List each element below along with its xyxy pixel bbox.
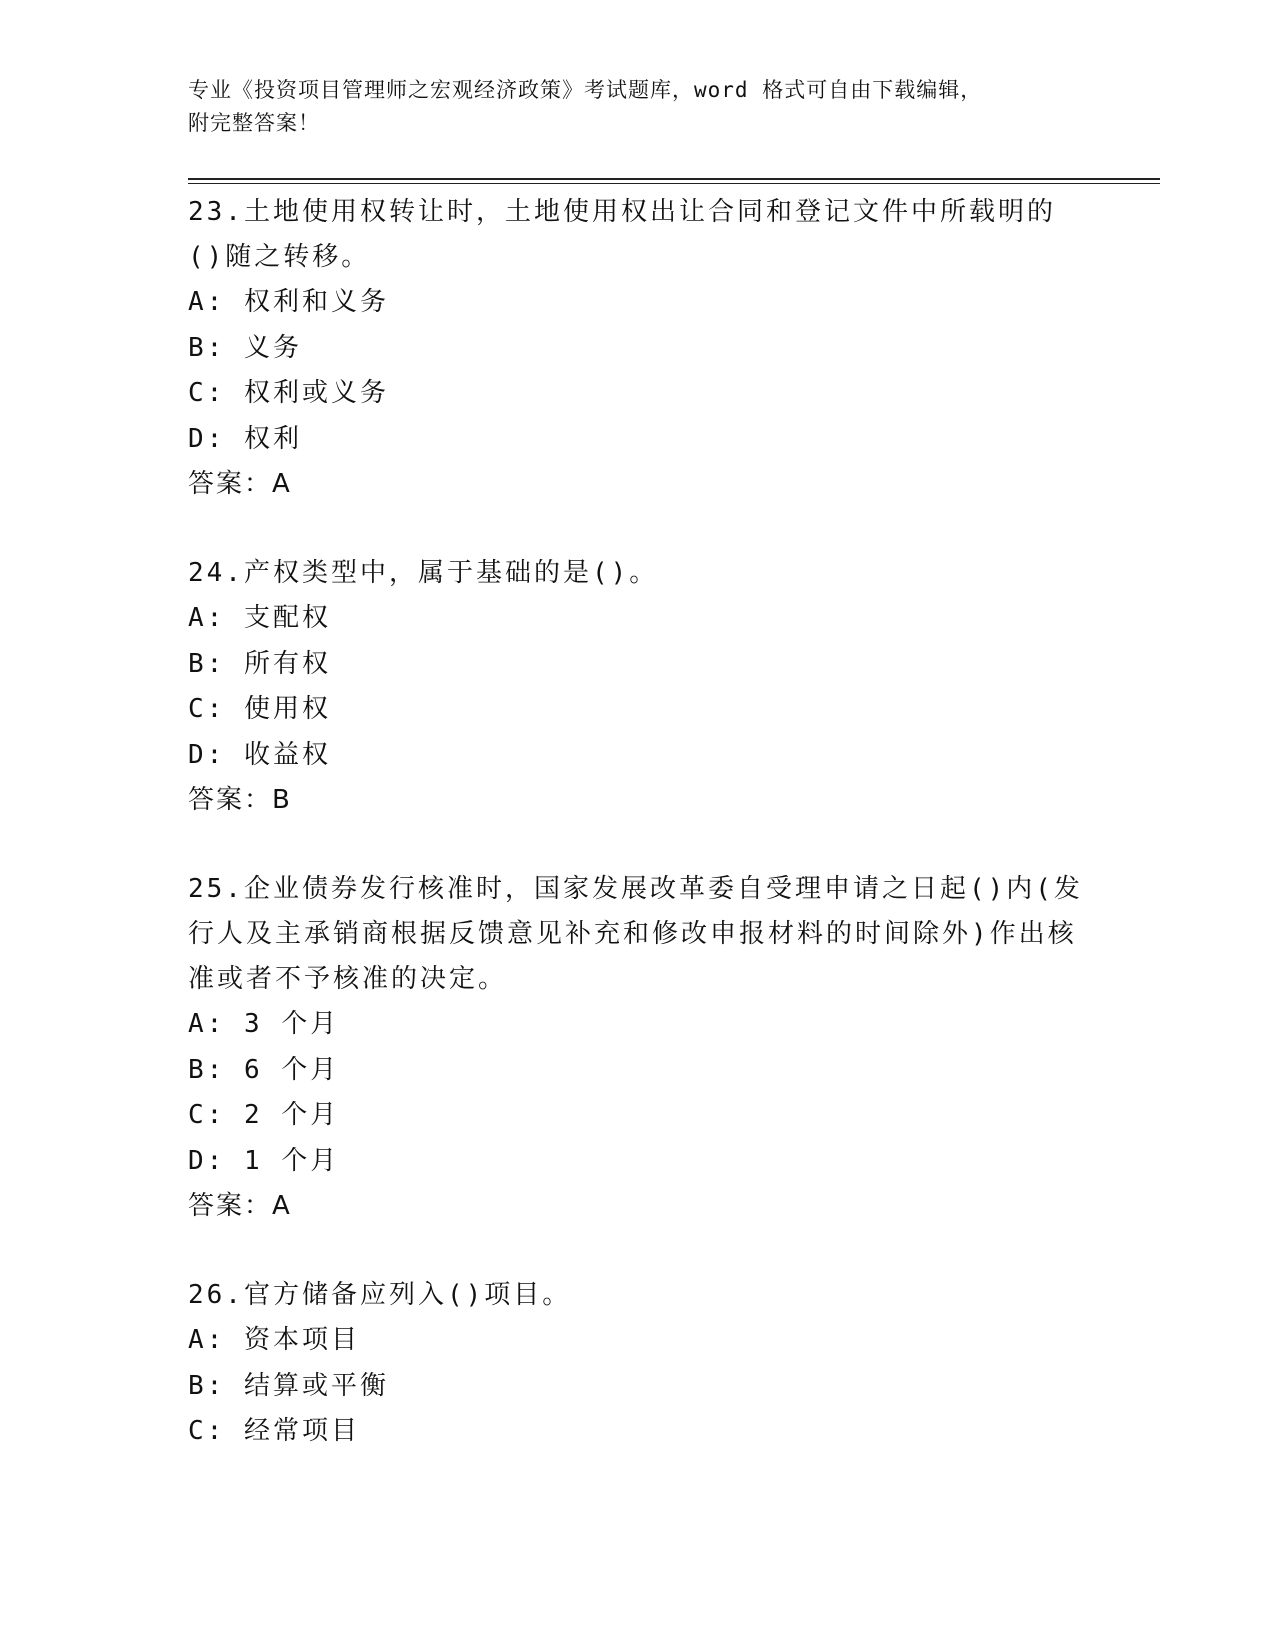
answer: 答案：A bbox=[188, 1191, 292, 1221]
option-a: A: 支配权 bbox=[188, 603, 331, 633]
option-d: D: 权利 bbox=[188, 423, 302, 454]
option-b: B: 6 个月 bbox=[188, 1054, 340, 1085]
option-d: D: 收益权 bbox=[188, 739, 331, 770]
option-b: B: 结算或平衡 bbox=[188, 1370, 389, 1401]
option-c: C: 经常项目 bbox=[188, 1416, 360, 1446]
question-25 bbox=[188, 867, 1088, 1229]
header-line-1: 专业《投资项目管理师之宏观经济政策》考试题库，word 格式可自由下载编辑， bbox=[188, 78, 983, 102]
option-c: C: 2 个月 bbox=[188, 1100, 340, 1130]
question-24 bbox=[188, 551, 1088, 823]
question-stem: 23.土地使用权转让时，土地使用权出让合同和登记文件中所载明的()随之转移。 bbox=[188, 197, 1056, 272]
answer: 答案：A bbox=[188, 469, 292, 499]
option-b: B: 所有权 bbox=[188, 648, 331, 679]
header-divider bbox=[188, 178, 1160, 184]
question-26 bbox=[188, 1273, 1088, 1455]
option-b: B: 义务 bbox=[188, 332, 302, 363]
option-a: A: 权利和义务 bbox=[188, 287, 389, 317]
question-stem: 26.官方储备应列入()项目。 bbox=[188, 1280, 572, 1310]
question-stem: 25.企业债券发行核准时，国家发展改革委自受理申请之日起()内(发行人及主承销商根据反馈意见补充和修改申报材料的时间除外)作出核准或者不予核准的决定。 bbox=[188, 874, 1083, 994]
header-line-2: 附完整答案！ bbox=[188, 111, 320, 135]
question-stem: 24.产权类型中，属于基础的是()。 bbox=[188, 558, 659, 588]
option-a: A: 资本项目 bbox=[188, 1325, 360, 1355]
option-c: C: 权利或义务 bbox=[188, 378, 389, 408]
option-a: A: 3 个月 bbox=[188, 1009, 340, 1039]
question-23 bbox=[188, 190, 1088, 507]
question-list bbox=[188, 190, 1088, 1499]
answer: 答案：B bbox=[188, 785, 292, 815]
option-d: D: 1 个月 bbox=[188, 1145, 340, 1176]
option-c: C: 使用权 bbox=[188, 694, 331, 724]
document-header bbox=[188, 74, 1068, 140]
